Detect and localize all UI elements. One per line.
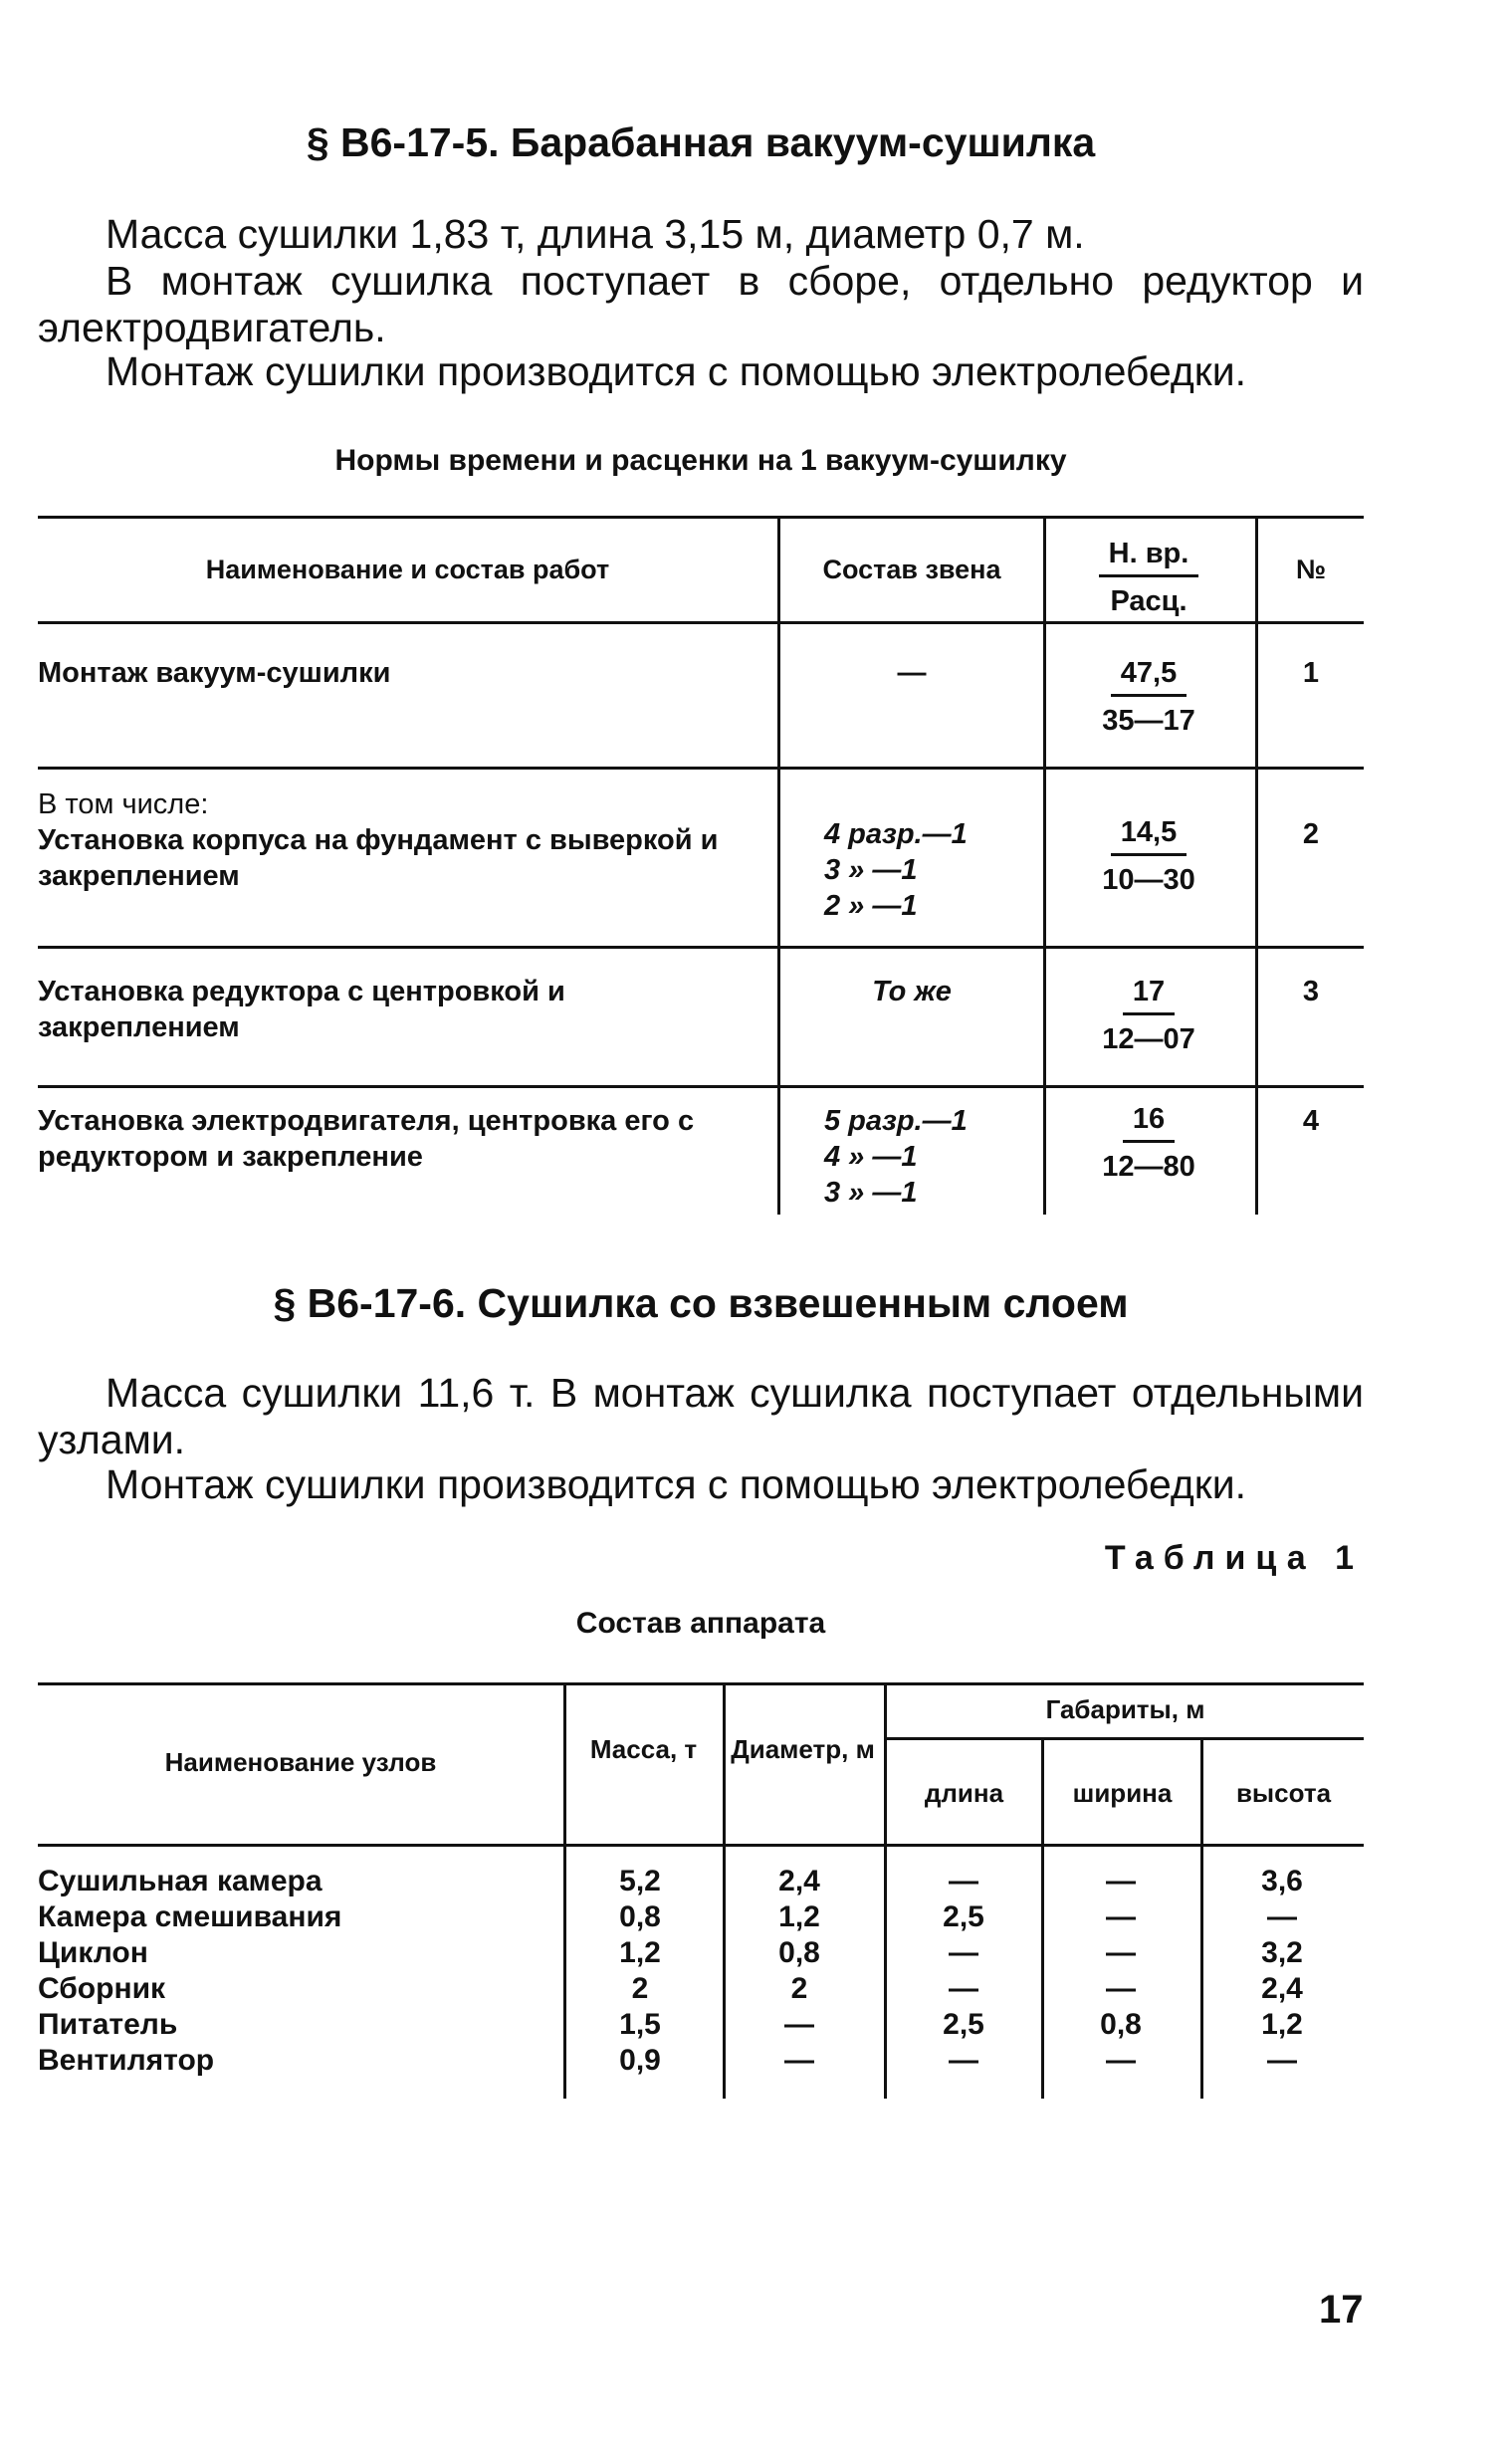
header-dimensions: Габариты, м: [1045, 1694, 1205, 1724]
crew-line: 3 » —1: [824, 1177, 918, 1209]
paragraph-method: Монтаж сушилки производится с помощью электролебедки.: [106, 348, 1246, 394]
header-work-name: Наименование и состав работ: [205, 555, 610, 584]
table-row-name: Камера смешивания: [38, 1900, 342, 1933]
table-cell-width: —: [1106, 1972, 1136, 2005]
section-title-2: § В6-17-6. Сушилка со взвешенным слоем: [273, 1280, 1129, 1326]
crew-line: 4 » —1: [824, 1141, 918, 1173]
row-4-number: 4: [1302, 1105, 1320, 1137]
row-2-number: 2: [1302, 818, 1320, 850]
rule: [38, 1682, 1364, 1685]
row-1-name: Монтаж вакуум-сушилки: [38, 657, 391, 689]
rule: [38, 1085, 1364, 1088]
table-row-name: Питатель: [38, 2008, 178, 2041]
table-row-name: Сборник: [38, 1972, 166, 2005]
rule: [38, 767, 1364, 770]
table-row-name: Сушильная камера: [38, 1865, 323, 1897]
table-cell-height: 3,2: [1261, 1936, 1303, 1969]
column-divider: [884, 1682, 887, 2099]
rule: [38, 621, 1364, 624]
table-cell-diameter: 2: [790, 1972, 808, 2005]
row-2-prefix: В том числе:: [38, 788, 209, 820]
table-cell-diameter: 0,8: [778, 1936, 820, 1969]
row-1-norm-price: [1089, 657, 1208, 738]
section-title-1: § В6-17-5. Барабанная вакуум-сушилка: [306, 119, 1096, 165]
table-cell-width: —: [1106, 1865, 1136, 1897]
paragraph-mass-2: Масса сушилки 11,6 т. В монтаж сушилка поступает отдельными узлами.: [38, 1370, 1364, 1462]
table-cell-height: 3,6: [1261, 1865, 1303, 1897]
table-cell-diameter: —: [784, 2008, 814, 2041]
table-cell-width: —: [1106, 2044, 1136, 2077]
row-2-name: Установка корпуса на фундамент с выверкой и закреплением: [38, 824, 719, 892]
row-4-price: 12—80: [1102, 1151, 1195, 1183]
header-unit-name: Наименование узлов: [164, 1747, 437, 1777]
table-cell-length: —: [949, 2044, 978, 2077]
header-norm-price: [1089, 538, 1208, 618]
table-cell-length: 2,5: [943, 1900, 984, 1933]
header-number: №: [1295, 555, 1327, 584]
rule: [38, 1844, 1364, 1847]
header-crew: Состав звена: [822, 555, 1001, 584]
row-1-price: 35—17: [1102, 705, 1195, 737]
row-3-norm: 17: [1123, 976, 1175, 1015]
table-cell-length: —: [949, 1936, 978, 1969]
row-1-crew: —: [897, 657, 927, 689]
table-title-norms: Нормы времени и расценки на 1 вакуум-сушилку: [334, 444, 1067, 477]
table-cell-width: 0,8: [1100, 2008, 1142, 2041]
row-2-crew: [824, 816, 1033, 924]
column-divider: [1043, 516, 1046, 1215]
row-1-number: 1: [1302, 657, 1320, 689]
header-mass: Масса, т: [589, 1734, 698, 1764]
row-2-norm-price: [1089, 816, 1208, 897]
table-cell-length: —: [949, 1972, 978, 2005]
row-3-number: 3: [1302, 976, 1320, 1007]
column-divider: [777, 516, 780, 1215]
table-cell-mass: 1,5: [619, 2008, 661, 2041]
page-number: 17: [1319, 2288, 1364, 2332]
crew-line: 3 » —1: [824, 854, 918, 886]
table-cell-width: —: [1106, 1936, 1136, 1969]
header-diameter: Диаметр, м: [731, 1734, 875, 1764]
row-2-price: 10—30: [1102, 864, 1195, 896]
crew-line: 2 » —1: [824, 890, 918, 922]
crew-line: 5 разр.—1: [824, 1105, 968, 1137]
row-3-name: Установка редуктора с центровкой и закреплением: [38, 976, 565, 1043]
table-cell-diameter: —: [784, 2044, 814, 2077]
table-title-composition: Состав аппарата: [575, 1607, 826, 1640]
table-label: Таблица 1: [1104, 1539, 1364, 1577]
paragraph-delivery: В монтаж сушилка поступает в сборе, отдельно редуктор и электродвигатель.: [38, 258, 1364, 350]
table-row-name: Циклон: [38, 1936, 148, 1969]
table-cell-mass: 5,2: [619, 1865, 661, 1897]
row-1-norm: 47,5: [1111, 657, 1187, 697]
table-cell-height: 1,2: [1261, 2008, 1303, 2041]
row-4-crew: [824, 1103, 1033, 1211]
table-cell-diameter: 1,2: [778, 1900, 820, 1933]
paragraph-mass: Масса сушилки 1,83 т, длина 3,15 м, диаметр 0,7 м.: [106, 211, 1085, 257]
rule: [38, 516, 1364, 519]
table-cell-length: 2,5: [943, 2008, 984, 2041]
table-cell-mass: 0,9: [619, 2044, 661, 2077]
header-length: длина: [924, 1778, 1004, 1808]
table-cell-height: 2,4: [1261, 1972, 1303, 2005]
table-cell-diameter: 2,4: [778, 1865, 820, 1897]
header-norm: Н. вр.: [1099, 538, 1199, 577]
table-cell-height: —: [1267, 1900, 1297, 1933]
table-cell-mass: 0,8: [619, 1900, 661, 1933]
table-cell-height: —: [1267, 2044, 1297, 2077]
row-4-norm: 16: [1123, 1103, 1175, 1143]
table-cell-mass: 1,2: [619, 1936, 661, 1969]
row-4-name: Установка электродвигателя, центровка его с редуктором и закрепление: [38, 1105, 695, 1173]
table-cell-length: —: [949, 1865, 978, 1897]
row-4-norm-price: [1089, 1103, 1208, 1184]
row-3-crew: То же: [872, 976, 952, 1007]
rule: [38, 946, 1364, 949]
table-row-name: Вентилятор: [38, 2044, 215, 2077]
header-width: ширина: [1072, 1778, 1173, 1808]
rule: [884, 1737, 1364, 1740]
row-2-norm: 14,5: [1111, 816, 1187, 856]
paragraph-method-2: Монтаж сушилки производится с помощью электролебедки.: [106, 1461, 1246, 1507]
table-cell-mass: 2: [631, 1972, 649, 2005]
crew-line: 4 разр.—1: [824, 818, 968, 850]
row-3-price: 12—07: [1102, 1023, 1195, 1055]
header-height: высота: [1235, 1778, 1332, 1808]
header-price: Расц.: [1110, 585, 1188, 617]
table-cell-width: —: [1106, 1900, 1136, 1933]
row-3-norm-price: [1089, 976, 1208, 1056]
